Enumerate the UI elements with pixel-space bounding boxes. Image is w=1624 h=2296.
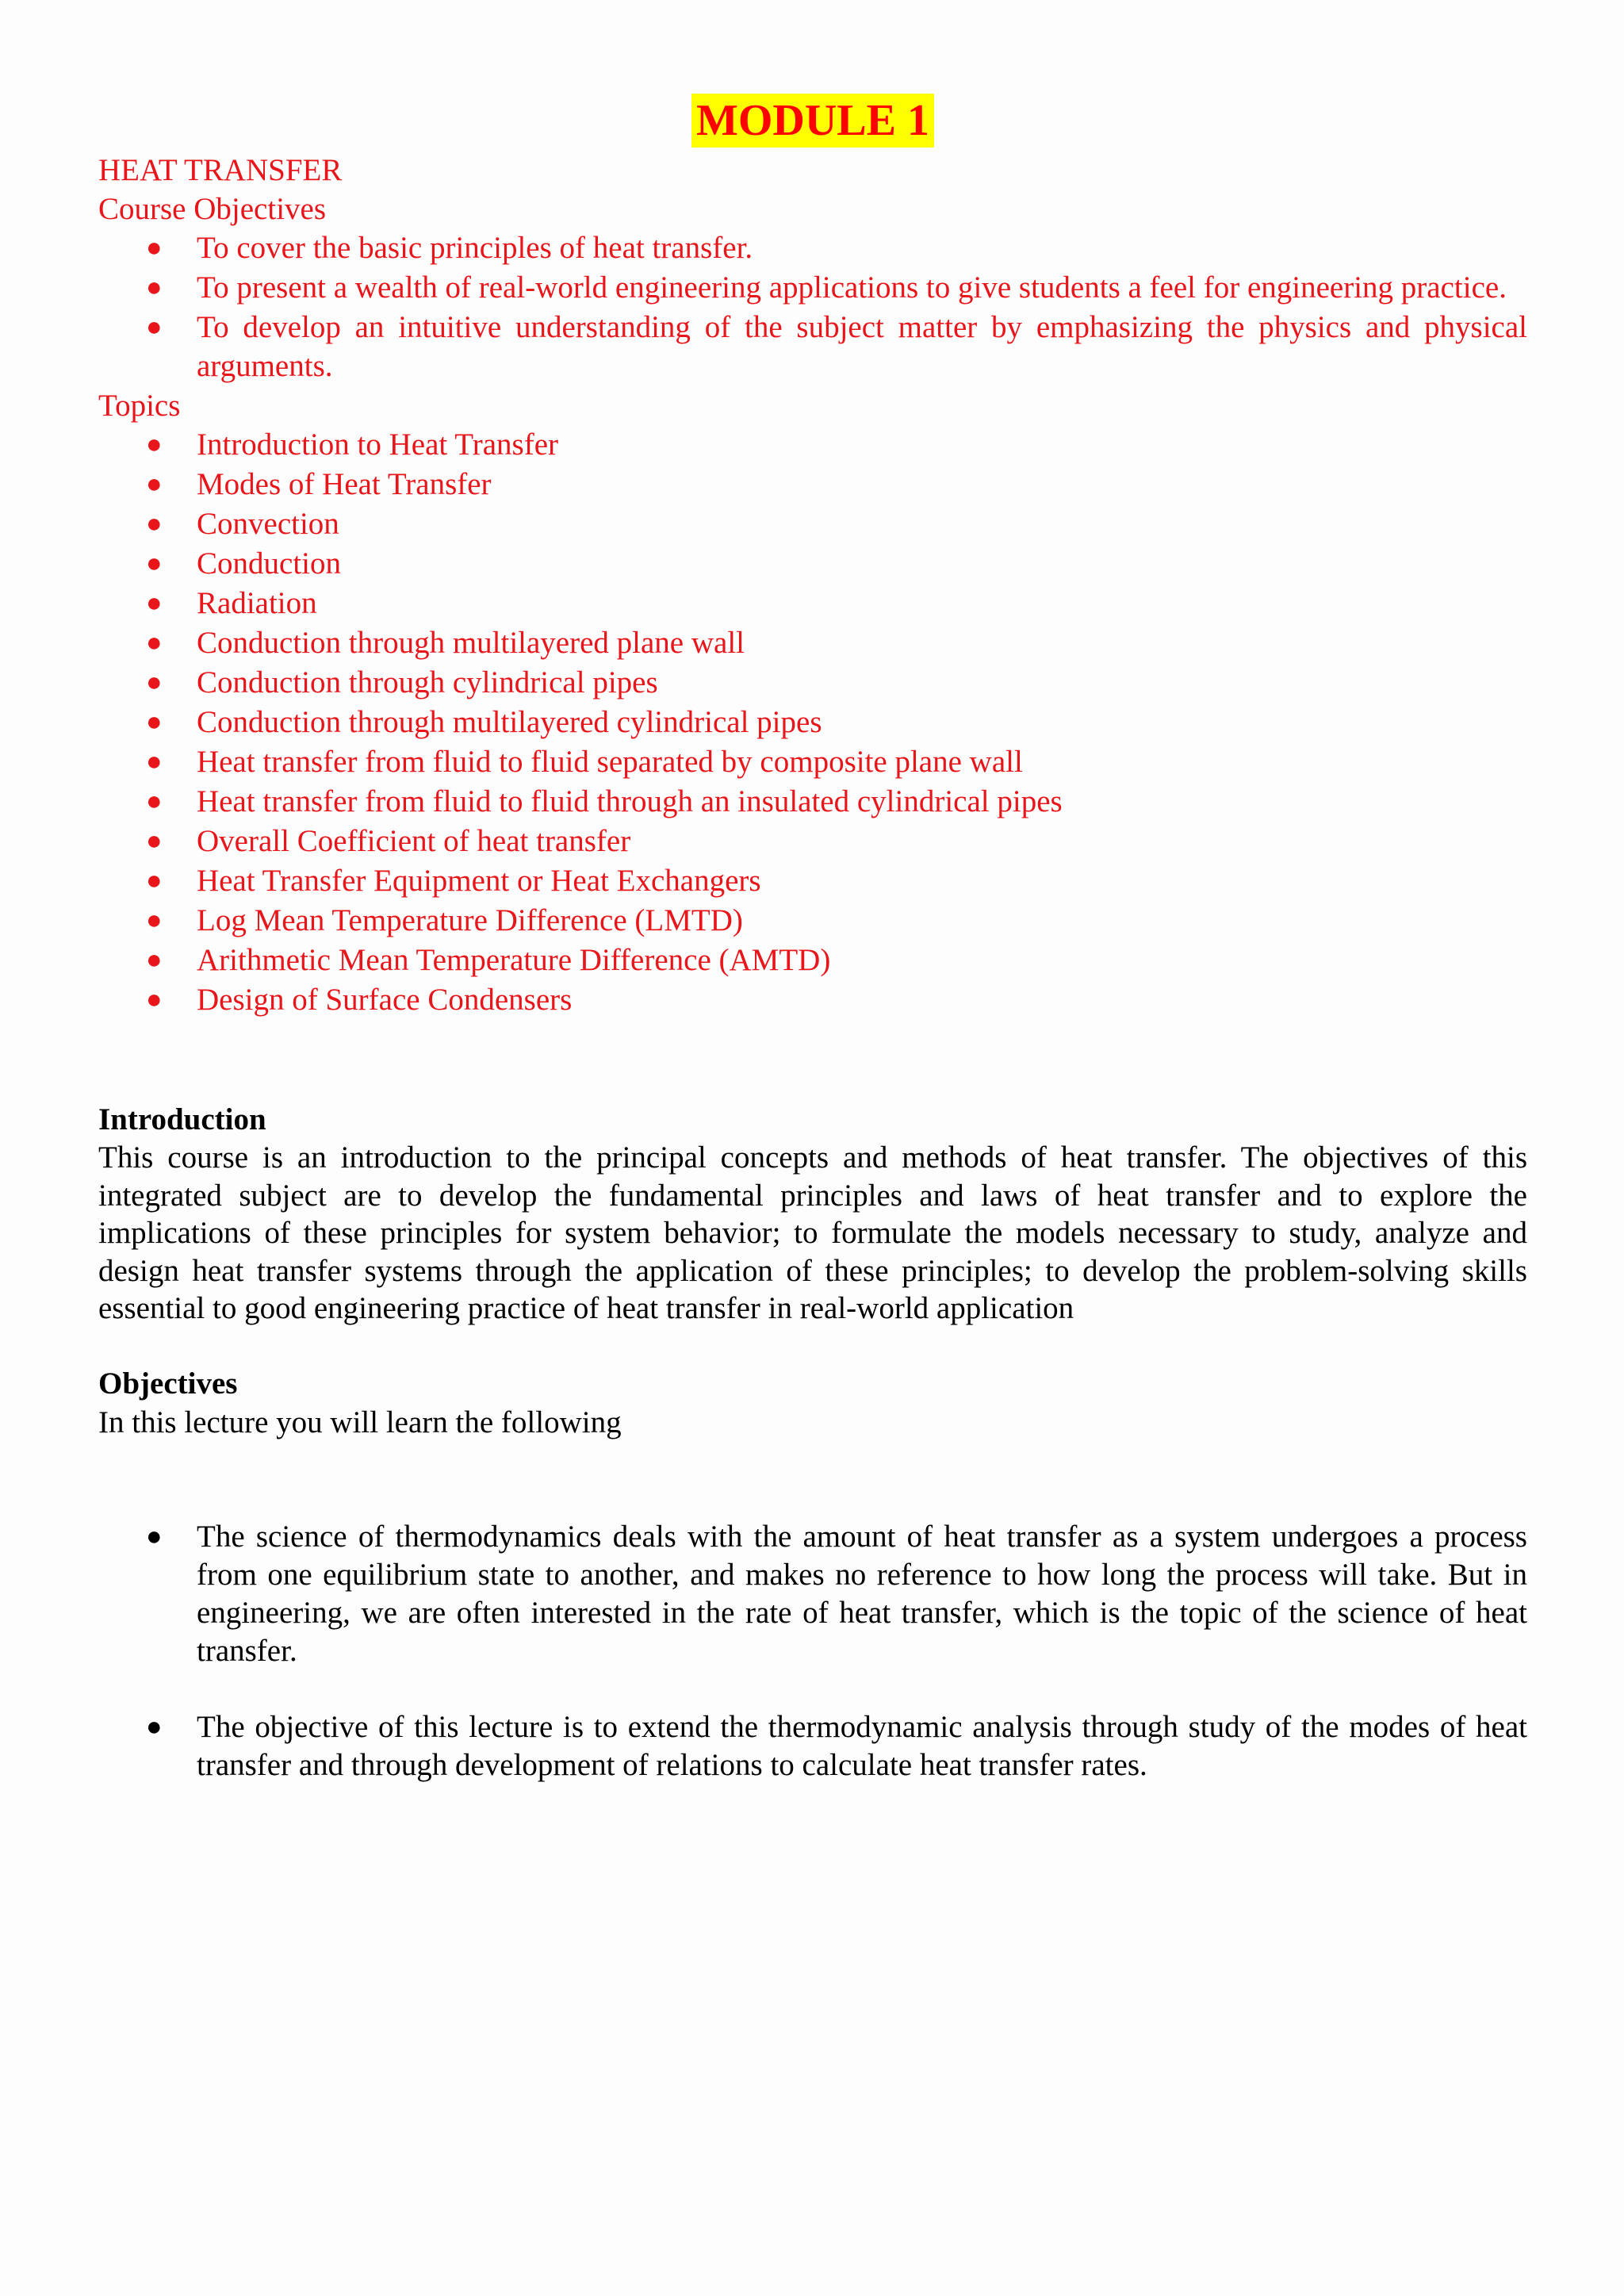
bullet-icon: ● (146, 1521, 163, 1551)
bullet-icon: ● (146, 430, 163, 459)
topics-list (98, 425, 1527, 1019)
list-item-text: Conduction (197, 546, 341, 581)
list-item (98, 1708, 1527, 1784)
list-item-text: To cover the basic principles of heat transfer. (197, 231, 753, 265)
introduction-paragraph: This course is an introduction to the principal concepts and methods of heat transfer. The objectives of this integrated subject are to develop the fundamental principles and laws of heat transfer and to explore the implications of these principles for system behavior; to formulate the models necessary to study, analyze and design heat transfer systems through the application of these principles; to develop the problem-solving skills essential to good engineering practice of heat transfer in real-world application (98, 1140, 1527, 1325)
bullet-icon: ● (146, 273, 163, 302)
bullet-icon: ● (146, 312, 163, 342)
list-item-text: To present a wealth of real-world engineering applications to give students a feel for engineering practice. (197, 270, 1507, 305)
list-item (98, 504, 1527, 543)
list-item (98, 544, 1527, 583)
list-item-text: Introduction to Heat Transfer (197, 427, 559, 462)
list-item (98, 623, 1527, 662)
spacer (98, 1020, 1527, 1101)
list-item-text: Heat transfer from fluid to fluid separated by composite plane wall (197, 745, 1023, 779)
page-content (98, 94, 1527, 1784)
list-item (98, 941, 1527, 979)
list-item-text: Heat transfer from fluid to fluid through an insulated cylindrical pipes (197, 784, 1063, 818)
list-item (98, 228, 1527, 267)
title-container (98, 94, 1527, 151)
bullet-icon: ● (146, 1711, 163, 1742)
bullet-icon: ● (146, 707, 163, 737)
bullet-icon: ● (146, 906, 163, 935)
list-item (98, 901, 1527, 940)
topics-heading: Topics (98, 389, 181, 423)
list-item (98, 742, 1527, 781)
list-item-text: Heat Transfer Equipment or Heat Exchangers (197, 864, 761, 898)
list-item-text: Modes of Heat Transfer (197, 467, 492, 501)
module-title: MODULE 1 (691, 94, 934, 148)
list-item (98, 822, 1527, 861)
objectives-lead: In this lecture you will learn the following (98, 1405, 622, 1439)
list-item (98, 425, 1527, 464)
list-item (98, 663, 1527, 702)
list-item-text: The objective of this lecture is to extend the thermodynamic analysis through study of the modes of heat transfer and through development of relations to calculate heat transfer rates. (197, 1709, 1527, 1782)
bullet-icon: ● (146, 787, 163, 816)
list-item (98, 980, 1527, 1019)
bullet-icon: ● (146, 668, 163, 697)
list-item (98, 308, 1527, 385)
list-item (98, 584, 1527, 623)
list-item (98, 465, 1527, 504)
bullet-icon: ● (146, 747, 163, 776)
list-item-text: Arithmetic Mean Temperature Difference (AMTD) (197, 943, 831, 977)
list-item (98, 268, 1527, 307)
bullet-icon: ● (146, 470, 163, 499)
spacer (98, 1442, 1527, 1518)
course-objectives-list (98, 228, 1527, 385)
list-item-text: Convection (197, 507, 339, 541)
list-item (98, 861, 1527, 900)
list-item (98, 1518, 1527, 1670)
bullet-icon: ● (146, 985, 163, 1014)
list-item-text: Radiation (197, 586, 317, 620)
bullet-icon: ● (146, 509, 163, 539)
spacer (98, 1328, 1527, 1365)
list-item-text: The science of thermodynamics deals with the amount of heat transfer as a system undergoes a process from one equilibrium state to another, and makes no reference to how long the process will take. But in engineering, we are often interested in the rate of heat transfer, which is the topic of the science of heat transfer. (197, 1519, 1527, 1668)
list-item-text: Overall Coefficient of heat transfer (197, 824, 631, 858)
list-item (98, 782, 1527, 821)
list-item-text: Design of Surface Condensers (197, 983, 573, 1017)
bullet-icon: ● (146, 866, 163, 895)
objectives-list (98, 1518, 1527, 1784)
introduction-heading: Introduction (98, 1102, 266, 1137)
list-item-text: Conduction through cylindrical pipes (197, 665, 658, 700)
bullet-icon: ● (146, 628, 163, 657)
objectives-heading: Objectives (98, 1366, 238, 1401)
list-item-text: Log Mean Temperature Difference (LMTD) (197, 903, 743, 937)
list-item (98, 703, 1527, 742)
bullet-icon: ● (146, 945, 163, 975)
bullet-icon: ● (146, 588, 163, 618)
bullet-icon: ● (146, 826, 163, 856)
bullet-icon: ● (146, 233, 163, 263)
bullet-icon: ● (146, 549, 163, 578)
subject-heading: HEAT TRANSFER (98, 153, 343, 187)
list-item-text: To develop an intuitive understanding of the subject matter by emphasizing the physics and physical arguments. (197, 310, 1527, 383)
list-item-text: Conduction through multilayered plane wall (197, 626, 745, 660)
course-objectives-heading: Course Objectives (98, 192, 327, 226)
list-item-text: Conduction through multilayered cylindrical pipes (197, 705, 822, 739)
